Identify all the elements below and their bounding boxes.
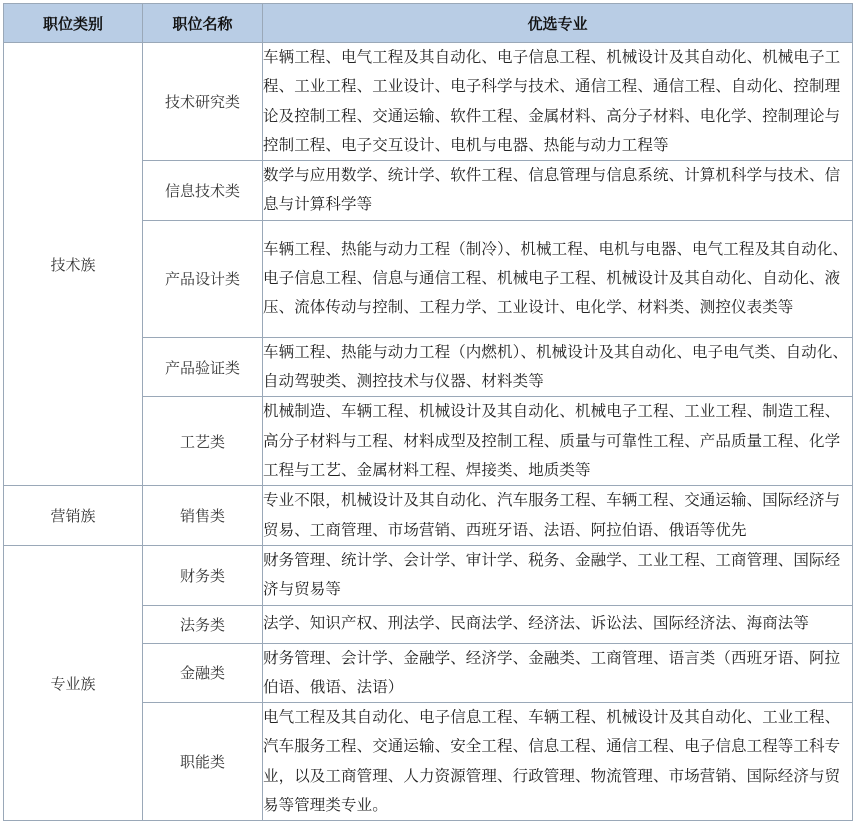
majors-cell: 电气工程及其自动化、电子信息工程、车辆工程、机械设计及其自动化、工业工程、汽车服务工程、交通运输、安全工程、信息工程、通信工程、电子信息工程等工科专业，以及工商管理、人力资源管理、行政管理、物流管理、市场营销、国际经济与贸易等管理类专业。 xyxy=(263,703,853,821)
family-tech: 技术族 xyxy=(4,43,143,486)
majors-cell: 专业不限，机械设计及其自动化、汽车服务工程、车辆工程、交通运输、国际经济与贸易、工商管理、市场营销、西班牙语、法语、阿拉伯语、俄语等优先 xyxy=(263,486,853,546)
majors-cell: 机械制造、车辆工程、机械设计及其自动化、机械电子工程、工业工程、制造工程、高分子材料与工程、材料成型及控制工程、质量与可靠性工程、产品质量工程、化学工程与工艺、金属材料工程、焊接类、地质类等 xyxy=(263,397,853,486)
table-header-row xyxy=(4,4,853,43)
table-row xyxy=(4,486,853,546)
position-cell: 法务类 xyxy=(143,605,263,643)
majors-cell: 车辆工程、热能与动力工程（制冷）、机械工程、电机与电器、电气工程及其自动化、电子信息工程、信息与通信工程、机械电子工程、机械设计及其自动化、自动化、液压、流体传动与控制、工程力学、工业设计、电化学、材料类、测控仪表类等 xyxy=(263,220,853,337)
header-position: 职位名称 xyxy=(143,4,263,43)
majors-table xyxy=(3,3,853,821)
position-cell: 金融类 xyxy=(143,643,263,703)
majors-cell: 财务管理、统计学、会计学、审计学、税务、金融学、工业工程、工商管理、国际经济与贸易等 xyxy=(263,545,853,605)
majors-cell: 车辆工程、热能与动力工程（内燃机）、机械设计及其自动化、电子电气类、自动化、自动驾驶类、测控技术与仪器、材料类等 xyxy=(263,337,853,397)
position-cell: 产品验证类 xyxy=(143,337,263,397)
majors-cell: 车辆工程、电气工程及其自动化、电子信息工程、机械设计及其自动化、机械电子工程、工业工程、工业设计、电子科学与技术、通信工程、通信工程、自动化、控制理论及控制工程、交通运输、软件工程、金属材料、高分子材料、电化学、控制理论与控制工程、电子交互设计、电机与电器、热能与动力工程等 xyxy=(263,43,853,161)
family-marketing: 营销族 xyxy=(4,486,143,546)
header-majors: 优选专业 xyxy=(263,4,853,43)
majors-cell: 数学与应用数学、统计学、软件工程、信息管理与信息系统、计算机科学与技术、信息与计算科学等 xyxy=(263,161,853,221)
position-cell: 工艺类 xyxy=(143,397,263,486)
table-row xyxy=(4,545,853,605)
table-row xyxy=(4,43,853,161)
position-cell: 财务类 xyxy=(143,545,263,605)
majors-cell: 财务管理、会计学、金融学、经济学、金融类、工商管理、语言类（西班牙语、阿拉伯语、俄语、法语） xyxy=(263,643,853,703)
family-professional: 专业族 xyxy=(4,545,143,820)
position-cell: 销售类 xyxy=(143,486,263,546)
position-cell: 信息技术类 xyxy=(143,161,263,221)
position-cell: 技术研究类 xyxy=(143,43,263,161)
position-cell: 职能类 xyxy=(143,703,263,821)
header-category: 职位类别 xyxy=(4,4,143,43)
majors-cell: 法学、知识产权、刑法学、民商法学、经济法、诉讼法、国际经济法、海商法等 xyxy=(263,605,853,643)
position-cell: 产品设计类 xyxy=(143,220,263,337)
